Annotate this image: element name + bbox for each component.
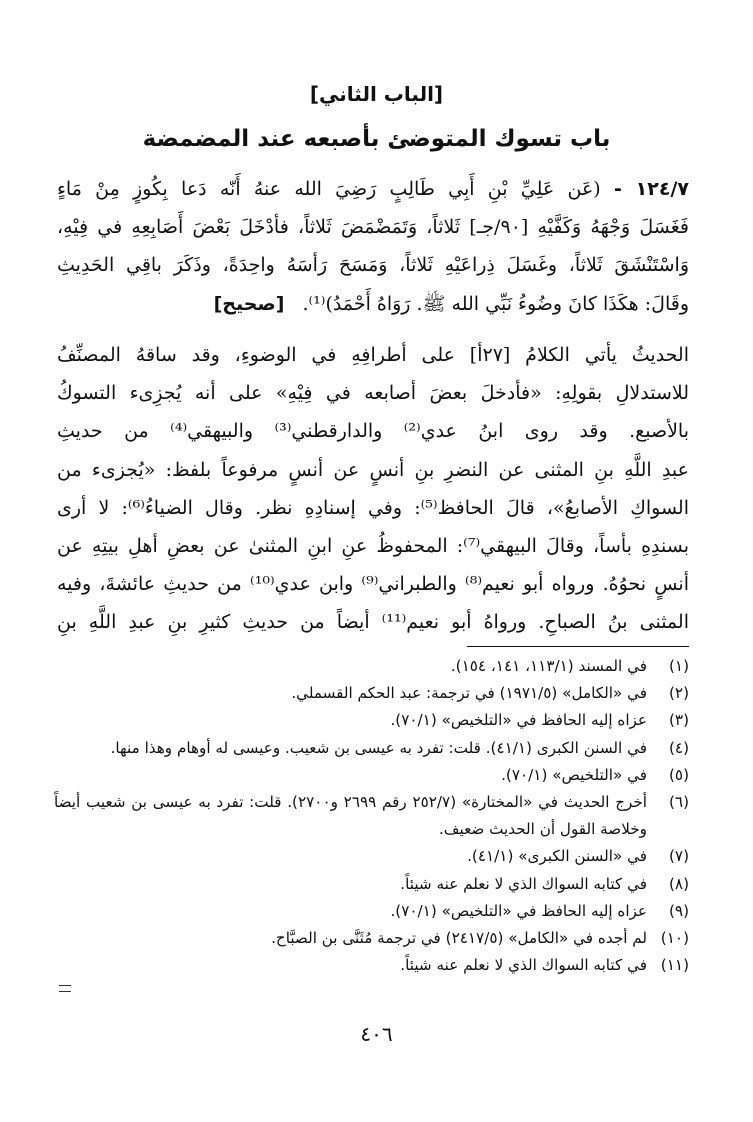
hadith-line: وَاسْتَنْشَقَ ثَلاثاً، وغَسَلَ ذِراعَيْهِ ثَلاثاً، وَمَسَحَ رَأسَهُ واحِدَةً، وذَكَرَ باقِي الحَدِيثِ	[57, 254, 689, 277]
footnote: (٧) في «السنن الكبرى» (٤١/١).	[467, 847, 689, 866]
footnote: (٥) في «التلخيص» (٧٠/١).	[501, 765, 689, 784]
footnote-divider	[467, 646, 689, 647]
footnote: (١٠) لم أجده في «الكامل» (٢٤١٧/٥) في ترجمة مُثَنَّى بن الصبَّاح.	[271, 929, 689, 948]
footnote: (٢) في «الكامل» (١٩٧١/٥) في ترجمة: عبد الحكم القسملي.	[291, 684, 689, 703]
commentary-line: المثنى بنُ الصباحِ. ورواهُ أبو نعيم⁽¹¹⁾ أيضاً من حديثِ كثيرِ بنِ عبدِ اللَّهِ بنِ	[57, 611, 689, 634]
hadith-text	[57, 170, 689, 323]
hadith-number: ١٢٤/٧ -	[613, 178, 689, 200]
commentary-line: بالأصبع. وقد روى ابنُ عدي⁽²⁾ والدارقطني⁽³⁾ والبيهقي⁽⁴⁾ من حديثِ	[57, 420, 689, 443]
footnote: (٣) عزاه إليه الحافظ في «التلخيص» (٧٠/١).	[390, 711, 689, 730]
footnotes	[54, 653, 689, 979]
commentary-text	[57, 336, 689, 642]
footnote: (٤) في السنن الكبرى (٤١/١). قلت: تفرد به عيسى بن شعيب. وعيسى له أوهام وهذا منها.	[110, 738, 689, 757]
footnote: (٦) أخرج الحديث في «المختارة» (٢٥٢/٧ رقم ٢٦٩٩ و٢٧٠٠). قلت: تفرد به عيسى بن شعيب أيضاً وخلاصة القول أن الحديث ضعيف.	[54, 793, 689, 839]
commentary-line: الحديثُ يأتي الكلامُ [٢٧أ] على أطرافِهِ في الوضوءِ، وقد ساقهُ المصنِّفُ	[57, 344, 689, 366]
commentary-line: أنسٍ نحوُهُ. ورواه أبو نعيم⁽⁸⁾ والطبراني⁽⁹⁾ وابن عدي⁽¹⁰⁾ من حديثِ عائشةَ، وفيه	[57, 573, 689, 596]
hadith-line: ١٢٤/٧ - (عَن عَلِيِّ بْنِ أَبِي طَالِبٍ رَضِيَ الله عنهُ أَنّه دَعا بِكُوزٍ مِنْ مَاءٍ	[57, 178, 689, 200]
footnote: (١) في المسند (١١٣/١، ١٤١، ١٥٤).	[450, 657, 689, 675]
page-number: ٤٠٦	[360, 1022, 393, 1046]
commentary-line: للاستدلالِ بقولِهِ: «فأدخلَ بعضَ أصابعه في فِيْهِ» على أنه يُجزِىء التسوكُ	[57, 382, 689, 405]
footnote: (٨) في كتابه السواك الذي لا نعلم عنه شيئاً.	[400, 874, 689, 893]
grade-label: [صحيح]	[213, 292, 285, 315]
commentary-line: عبدِ اللَّهِ بنِ المثنى عن النضرِ بنِ أنسٍ عن أنسٍ مرفوعاً بلفظ: «يُجزىء من	[57, 458, 689, 481]
footnote: (٩) عزاه إليه الحافظ في «التلخيص» (٧٠/١).	[390, 901, 689, 920]
commentary-line: السواكِ الأصابعُ»، قالَ الحافظ⁽⁵⁾: وفي إسنادِهِ نظر. وقال الضياءُ⁽⁶⁾: لا أرى	[57, 496, 689, 519]
section-heading: باب تسوك المتوضئ بأصبعه عند المضمضة	[142, 126, 611, 152]
commentary-line: بسندِهِ بأساً، وقالَ البيهقي⁽⁷⁾: المحفوظُ عنِ ابنِ المثنىٰ عن بعضِ أهلِ بيتِهِ عن	[57, 535, 689, 558]
hadith-line: وقَالَ: هكَذَا كانَ وضُوءُ نَبِّي الله ﷺ. رَوَاهُ أَحْمَدُ)⁽¹⁾.[صحيح]	[213, 292, 689, 315]
footnote: (١١) في كتابه السواك الذي لا نعلم عنه شيئاً.	[400, 956, 689, 975]
chapter-label: [الباب الثاني]	[309, 82, 444, 106]
margin-mark	[59, 985, 71, 992]
hadith-line: فَغَسَلَ وَجْهَهُ وَكَفَّيْهِ [٩٠/جـ] ثَلاثاً، وَتَمَضْمَضَ ثَلاثاً، فأدْخَلَ بَعْضَ أَصَابِعِهِ في فِيْهِ،	[57, 216, 689, 239]
